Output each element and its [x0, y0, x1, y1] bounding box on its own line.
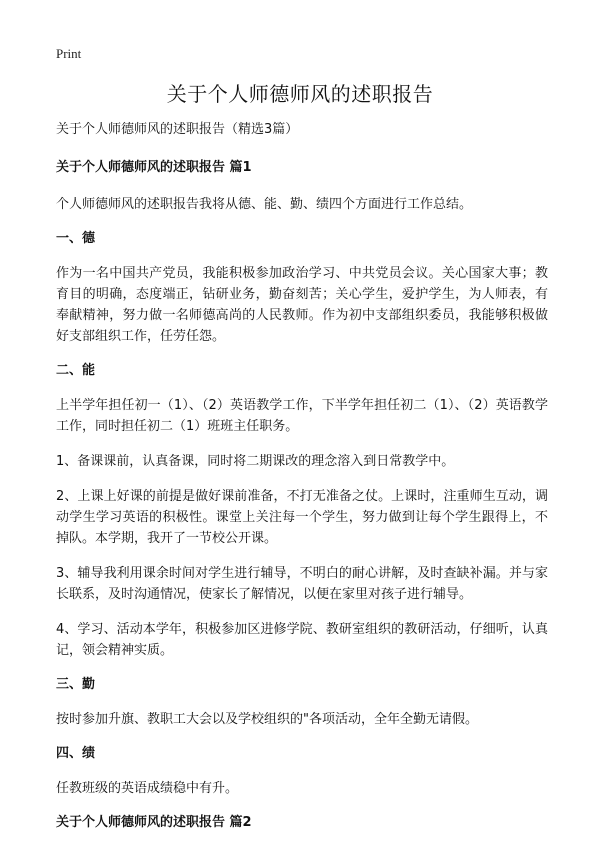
- section-qin-heading: 三、勤: [56, 677, 96, 692]
- section-neng-paragraph-3: 2、上课上好课的前提是做好课前准备，不打无准备之仗。上课时，注重师生互动，调动学生学习英语的积极性。课堂上关注每一个学生，努力做到让每个学生跟得上，不掉队。本学期，我开了一节校公开课。: [56, 489, 548, 546]
- section-ji-heading: 四、绩: [56, 746, 96, 761]
- document-subtitle: 关于个人师德师风的述职报告（精选3篇）: [56, 122, 299, 137]
- section-de-paragraph: 作为一名中国共产党员，我能积极参加政治学习、中共党员会议。关心国家大事；教育目的明确，态度端正，钻研业务，勤奋刻苦；关心学生，爱护学生，为人师表，有奉献精神，努力做一名师德高尚的人民教师。作为初中支部组织委员，我能够积极做好支部组织工作，任劳任怨。: [56, 266, 548, 344]
- article-1-heading: 关于个人师德师风的述职报告 篇1: [56, 160, 252, 175]
- document-body: [56, 120, 548, 849]
- section-neng-paragraph-1: 上半学年担任初一（1）、（2）英语教学工作，下半学年担任初二（1）、（2）英语教学工作，同时担任初二（1）班班主任职务。: [56, 398, 548, 434]
- section-ji-paragraph: 任教班级的英语成绩稳中有升。: [56, 781, 239, 796]
- print-link[interactable]: Print: [56, 46, 82, 61]
- section-neng-paragraph-5: 4、学习、活动本学年，积极参加区进修学院、教研室组织的教研活动，仔细听，认真记，领会精神实质。: [56, 622, 548, 658]
- section-neng-paragraph-2: 1、备课课前，认真备课，同时将二期课改的理念溶入到日常教学中。: [56, 454, 455, 469]
- section-neng-paragraph-4: 3、辅导我利用课余时间对学生进行辅导，不明白的耐心讲解，及时查缺补漏。并与家长联系，及时沟通情况，使家长了解情况，以便在家里对孩子进行辅导。: [56, 566, 548, 602]
- article-2-heading: 关于个人师德师风的述职报告 篇2: [56, 815, 252, 830]
- section-qin-paragraph: 按时参加升旗、教职工大会以及学校组织的"各项活动，全年全勤无请假。: [56, 712, 478, 727]
- section-de-heading: 一、德: [56, 231, 96, 246]
- document-title: 关于个人师德师风的述职报告: [166, 82, 434, 106]
- section-neng-heading: 二、能: [56, 363, 96, 378]
- article-1-intro: 个人师德师风的述职报告我将从德、能、勤、绩四个方面进行工作总结。: [56, 197, 473, 212]
